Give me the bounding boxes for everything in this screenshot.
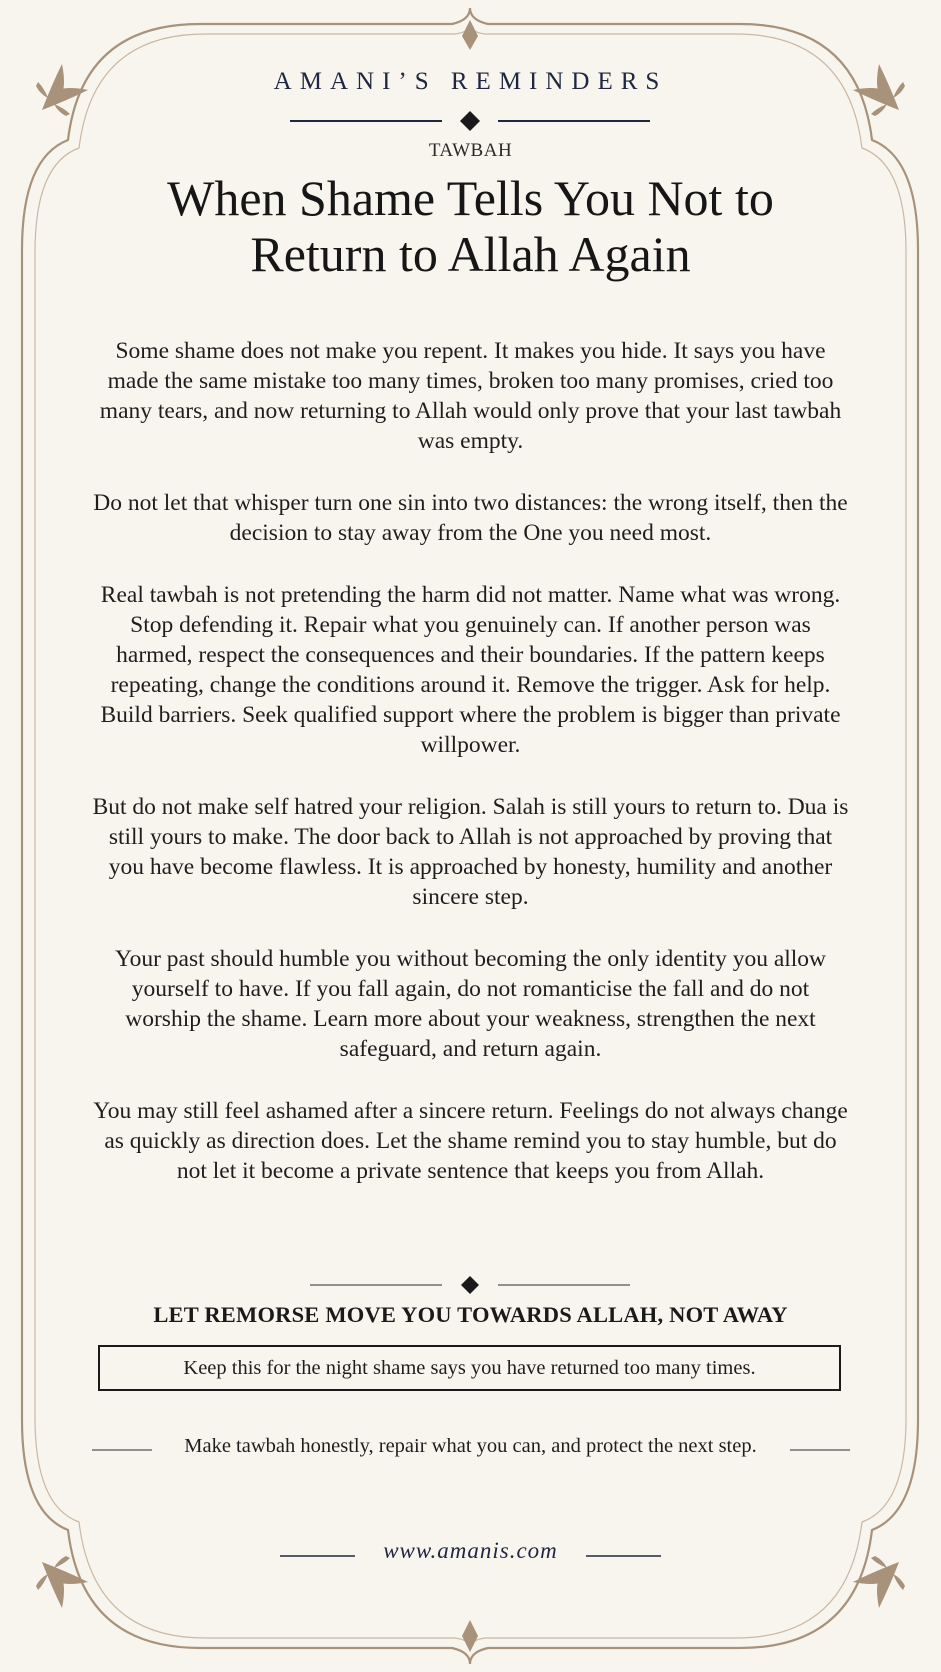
brand-name: AMANI’S REMINDERS <box>273 68 668 95</box>
paragraph-6: You may still feel ashamed after a sincere return. Feelings do not always change as quickly as direction does. Let the shame remind you to stay humble, but do not let it become a private sentence that keeps you from Allah. <box>93 1098 848 1184</box>
keep-note-box <box>98 1345 841 1391</box>
body-text <box>92 336 849 1218</box>
paragraph-2: Do not let that whisper turn one sin into two distances: the wrong itself, then the decision to stay away from the One you need most. <box>93 490 848 546</box>
paragraph-3: Real tawbah is not pretending the harm did not matter. Name what was wrong. Stop defending it. Repair what you genuinely can. If another person was harmed, respect the consequences and their boundaries. If the pattern keeps repeating, change the conditions around it. Remove the trigger. Ask for help. Build barriers. Seek qualified support where the problem is bigger than private willpower. <box>100 582 841 758</box>
keep-note-text: Keep this for the night shame says you have returned too many times. <box>183 1356 756 1379</box>
paragraph-4: But do not make self hatred your religion. Salah is still yours to return to. Dua is still yours to make. The door back to Allah is not approached by proving that you have become flawless. It is approached by honesty, humility and another sincere step. <box>92 794 849 910</box>
page-title <box>70 170 871 282</box>
remorse-heading: LET REMORSE MOVE YOU TOWARDS ALLAH, NOT AWAY <box>153 1302 788 1327</box>
closing-line: Make tawbah honestly, repair what you can, and protect the next step. <box>184 1435 757 1457</box>
paragraph-1: Some shame does not make you repent. It makes you hide. It says you have made the same mistake too many times, broken too many promises, cried too many tears, and now returning to Allah would only prove that your last tawbah was empty. <box>99 338 842 454</box>
topic-label: TAWBAH <box>428 140 513 161</box>
website-link[interactable]: www.amanis.com <box>383 1538 558 1563</box>
title-line-2: Return to Allah Again <box>250 226 691 282</box>
title-line-1: When Shame Tells You Not to <box>167 170 774 226</box>
paragraph-5: Your past should humble you without becoming the only identity you allow yourself to have. If you fall again, do not romanticise the fall and do not worship the shame. Learn more about your weakness, strengthen the next safeguard, and return again. <box>114 946 827 1062</box>
